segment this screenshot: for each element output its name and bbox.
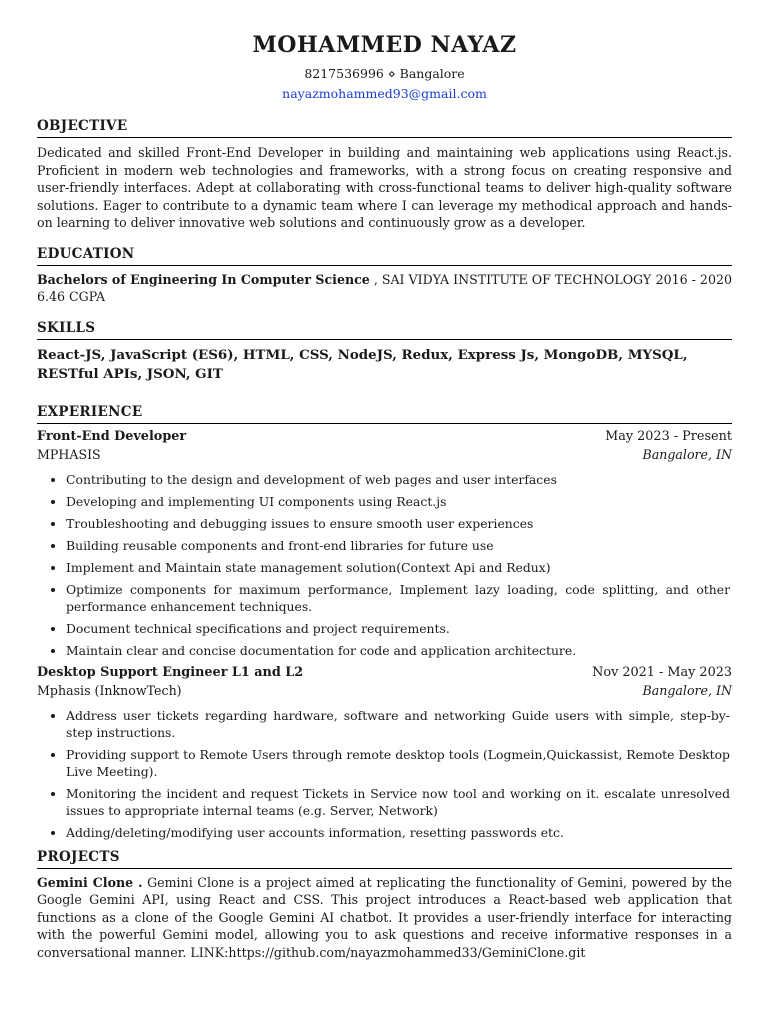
list-item: • Monitoring the incident and request Tickets in Service now tool and working on it. escalate unresolved issues to appropriate internal teams (e.g. Server, Network) (66, 785, 732, 819)
list-item: • Developing and implementing UI components using React.js (66, 493, 732, 510)
job-location: Bangalore, IN (642, 446, 732, 462)
education-degree: Bachelors of Engineering In Computer Science (37, 271, 370, 287)
project-entry (37, 874, 732, 962)
job-header (37, 428, 732, 446)
candidate-name: MOHAMMED NAYAZ (252, 32, 517, 58)
job-role: Front-End Developer (37, 428, 187, 444)
job-entry (37, 428, 732, 659)
education-entry (37, 271, 732, 289)
list-item: • Troubleshooting and debugging issues to ensure smooth user experiences (66, 515, 732, 532)
job-header (37, 664, 732, 682)
list-item: • Adding/deleting/modifying user accounts information, resetting passwords etc. (66, 824, 732, 841)
education-cgpa: 6.46 CGPA (37, 289, 106, 304)
objective-text: Dedicated and skilled Front-End Developer in building and maintaining web applications using React.js. Proficient in modern web technologies and frameworks, with a strong focus on creating responsive and user-friendly interfaces. Adept at collaborating with cross-functional teams to deliver high-quality software solutions. Eager to contribute to a dynamic team where I can leverage my methodical approach and hands-on learning to deliver innovative web solutions and continuously grow as a developer. (37, 145, 732, 230)
education-years: 2016 - 2020 (655, 271, 732, 287)
section-title-education: EDUCATION (37, 246, 732, 266)
list-item: • Implement and Maintain state management solution(Context Api and Redux) (66, 559, 732, 576)
skills-list: React-JS, JavaScript (ES6), HTML, CSS, NodeJS, Redux, Express Js, MongoDB, MYSQL, RESTful APIs, JSON, GIT (37, 346, 688, 382)
project-name: Gemini Clone . (37, 874, 143, 890)
section-title-skills: SKILLS (37, 320, 732, 340)
job-subheader (37, 446, 732, 463)
job-dates: Nov 2021 - May 2023 (592, 664, 732, 680)
job-entry (37, 664, 732, 841)
job-company: Mphasis (InknowTech) (37, 682, 182, 698)
job-bullets (37, 471, 732, 659)
job-location: Bangalore, IN (642, 682, 732, 698)
list-item: • Address user tickets regarding hardware, software and networking Guide users with simple, step-by-step instructions. (66, 707, 732, 741)
list-item: • Document technical specifications and project requirements. (66, 620, 732, 637)
section-title-experience: EXPERIENCE (37, 404, 732, 424)
list-item: • Providing support to Remote Users through remote desktop tools (Logmein,Quickassist, Remote Desktop Live Meeting). (66, 746, 732, 780)
list-item: • Contributing to the design and development of web pages and user interfaces (66, 471, 732, 488)
job-bullets (37, 707, 732, 841)
job-dates: May 2023 - Present (605, 428, 732, 444)
job-company: MPHASIS (37, 446, 101, 462)
list-item: • Maintain clear and concise documentation for code and application architecture. (66, 642, 732, 659)
resume-page (37, 30, 732, 961)
education-institute: , SAI VIDYA INSTITUTE OF TECHNOLOGY (369, 271, 652, 287)
education-degree-line (37, 271, 651, 289)
section-title-objective: OBJECTIVE (37, 118, 732, 138)
list-item: • Building reusable components and front-end libraries for future use (66, 537, 732, 554)
email-row (37, 84, 732, 104)
email-link[interactable]: nayazmohammed93@gmail.com (282, 86, 487, 101)
list-item: • Optimize components for maximum performance, Implement lazy loading, code splitting, and other performance enhancement techniques. (66, 581, 732, 615)
project-description: Gemini Clone is a project aimed at replicating the functionality of Gemini, powered by the Google Gemini API, using React and CSS. This project introduces a React-based web application that functions as a clone of the Google Gemini AI chatbot. It provides a user-friendly interface for interacting with the powerful Gemini model, allowing you to ask questions and receive informative responses in a conversational manner. LINK:https://github.com/nayazmohammed33/GeminiClone.git (37, 874, 732, 960)
job-subheader (37, 682, 732, 699)
section-title-projects: PROJECTS (37, 849, 732, 869)
job-role: Desktop Support Engineer L1 and L2 (37, 664, 304, 680)
contact-line: 8217536996 ⋄ Bangalore (304, 66, 465, 81)
